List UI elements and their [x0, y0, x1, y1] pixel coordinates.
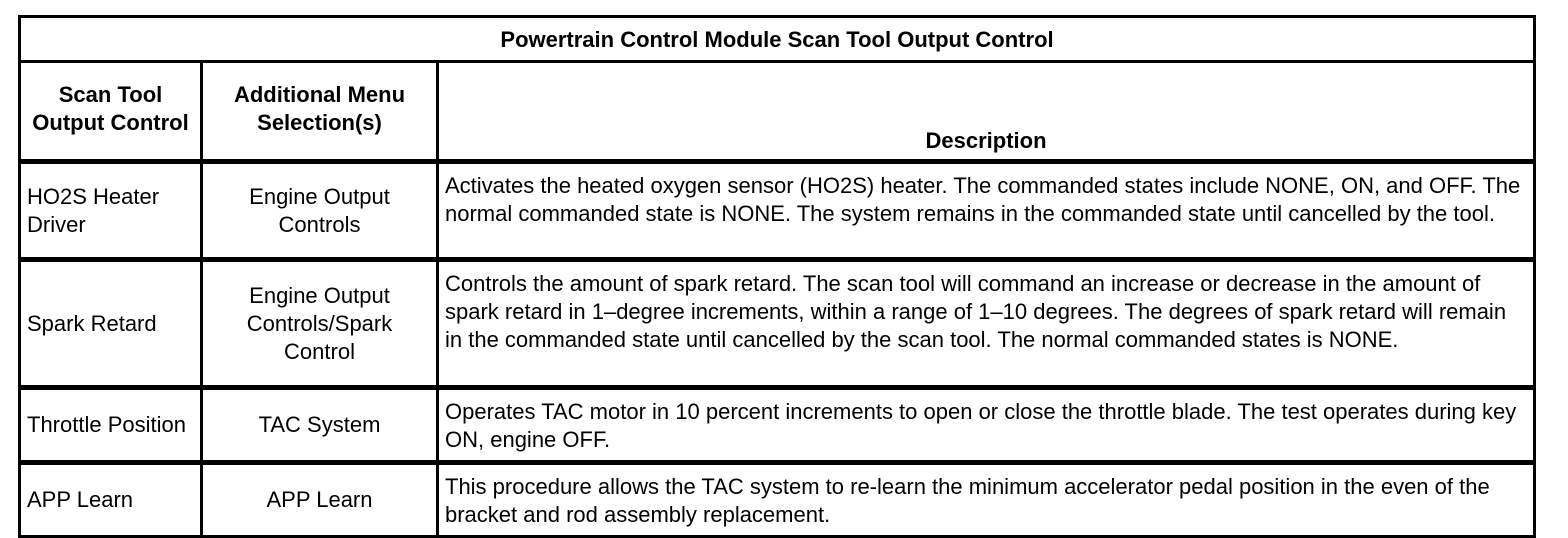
cell-control: HO2S Heater Driver — [20, 162, 202, 260]
header-additional-menu-selections: Additional Menu Selection(s) — [202, 62, 438, 162]
output-control-table-container — [18, 15, 1533, 538]
cell-control: Throttle Position — [20, 388, 202, 463]
cell-description: Activates the heated oxygen sensor (HO2S) heater. The commanded states include NONE, ON, and OFF. The normal commanded state is NONE. The system remains in the commanded state until cancelled by the tool. — [438, 162, 1535, 260]
output-control-table — [18, 15, 1536, 538]
table-title-row — [20, 17, 1535, 62]
cell-control: Spark Retard — [20, 260, 202, 388]
table-row — [20, 260, 1535, 388]
cell-description: Controls the amount of spark retard. The scan tool will command an increase or decrease in the amount of spark retard in 1–degree increments, within a range of 1–10 degrees. The degrees of spark retard will remain in the commanded state until cancelled by the scan tool. The normal commanded states is NONE. — [438, 260, 1535, 388]
cell-menu: Engine Output Controls/Spark Control — [202, 260, 438, 388]
table-row — [20, 162, 1535, 260]
table-row — [20, 463, 1535, 537]
cell-menu: Engine Output Controls — [202, 162, 438, 260]
header-description: Description — [438, 62, 1535, 162]
table-header-row — [20, 62, 1535, 162]
header-scan-tool-output-control: Scan Tool Output Control — [20, 62, 202, 162]
table-title: Powertrain Control Module Scan Tool Output Control — [20, 17, 1535, 62]
cell-description: This procedure allows the TAC system to re-learn the minimum accelerator pedal position in the even of the bracket and rod assembly replacement. — [438, 463, 1535, 537]
cell-menu: APP Learn — [202, 463, 438, 537]
cell-control: APP Learn — [20, 463, 202, 537]
cell-description: Operates TAC motor in 10 percent increments to open or close the throttle blade. The test operates during key ON, engine OFF. — [438, 388, 1535, 463]
cell-menu: TAC System — [202, 388, 438, 463]
table-row — [20, 388, 1535, 463]
